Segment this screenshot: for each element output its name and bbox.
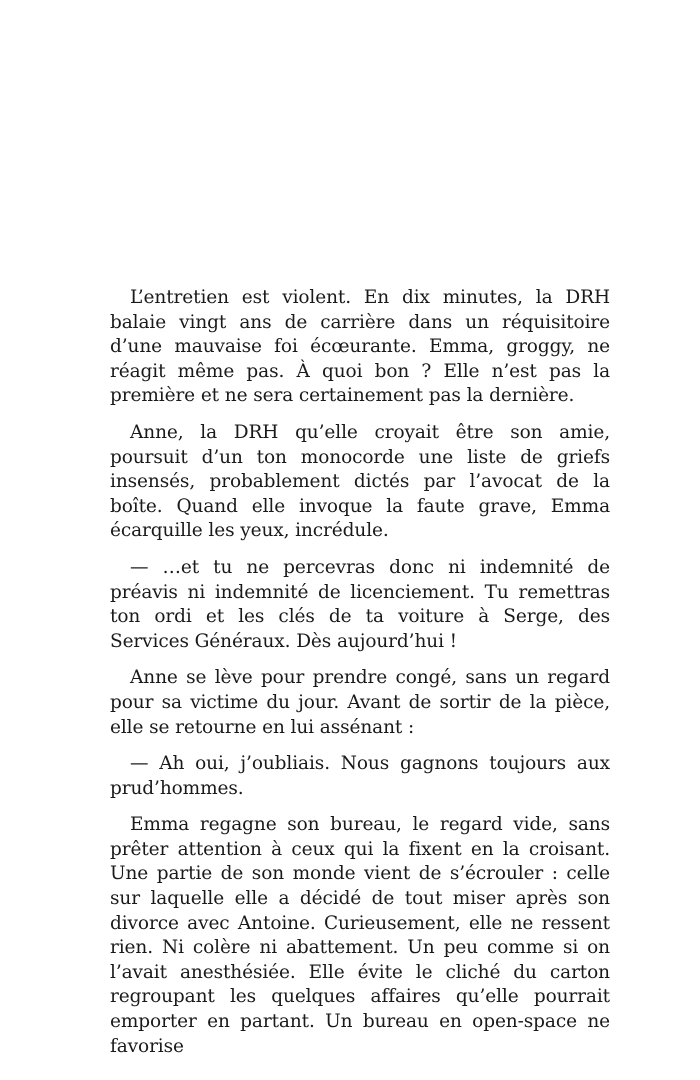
body-text <box>110 286 610 1071</box>
paragraph: L’entretien est violent. En dix minutes, la DRH balaie vingt ans de carrière dans un réquisitoire d’une mauvaise foi écœurante. Emma, groggy, ne réagit même pas. À quoi bon ? Elle n’est pas la première et ne sera certainement pas la dernière. <box>110 287 610 407</box>
paragraph: Emma regagne son bureau, le regard vide, sans prêter attention à ceux qui la fixent en la croisant. Une partie de son monde vient de s’écrouler : celle sur laquelle elle a décidé de tout miser après son divorce avec Antoine. Curieusement, elle ne ressent rien. Ni colère ni abattement. Un peu comme si on l’avait anesthésiée. Elle évite le cliché du carton regroupant les quelques affaires qu’elle pourrait emporter en partant. Un bureau en open-space ne favorise <box>110 814 610 1057</box>
paragraph: Anne se lève pour prendre congé, sans un regard pour sa victime du jour. Avant de sortir de la pièce, elle se retourne en lui assénant : <box>110 667 610 738</box>
paragraph: Anne, la DRH qu’elle croyait être son amie, poursuit d’un ton monocorde une liste de griefs insensés, probablement dictés par l’avocat de la boîte. Quand elle invoque la faute grave, Emma écarquille les yeux, incrédule. <box>110 421 610 542</box>
dialogue-paragraph: — Ah oui, j’oubliais. Nous gagnons toujours aux prud’hommes. <box>110 753 610 799</box>
dialogue-paragraph: — …et tu ne percevras donc ni indemnité de préavis ni indemnité de licenciement. Tu remettras ton ordi et les clés de ta voiture à Serge, des Services Généraux. Dès aujourd’hui ! <box>110 556 610 652</box>
